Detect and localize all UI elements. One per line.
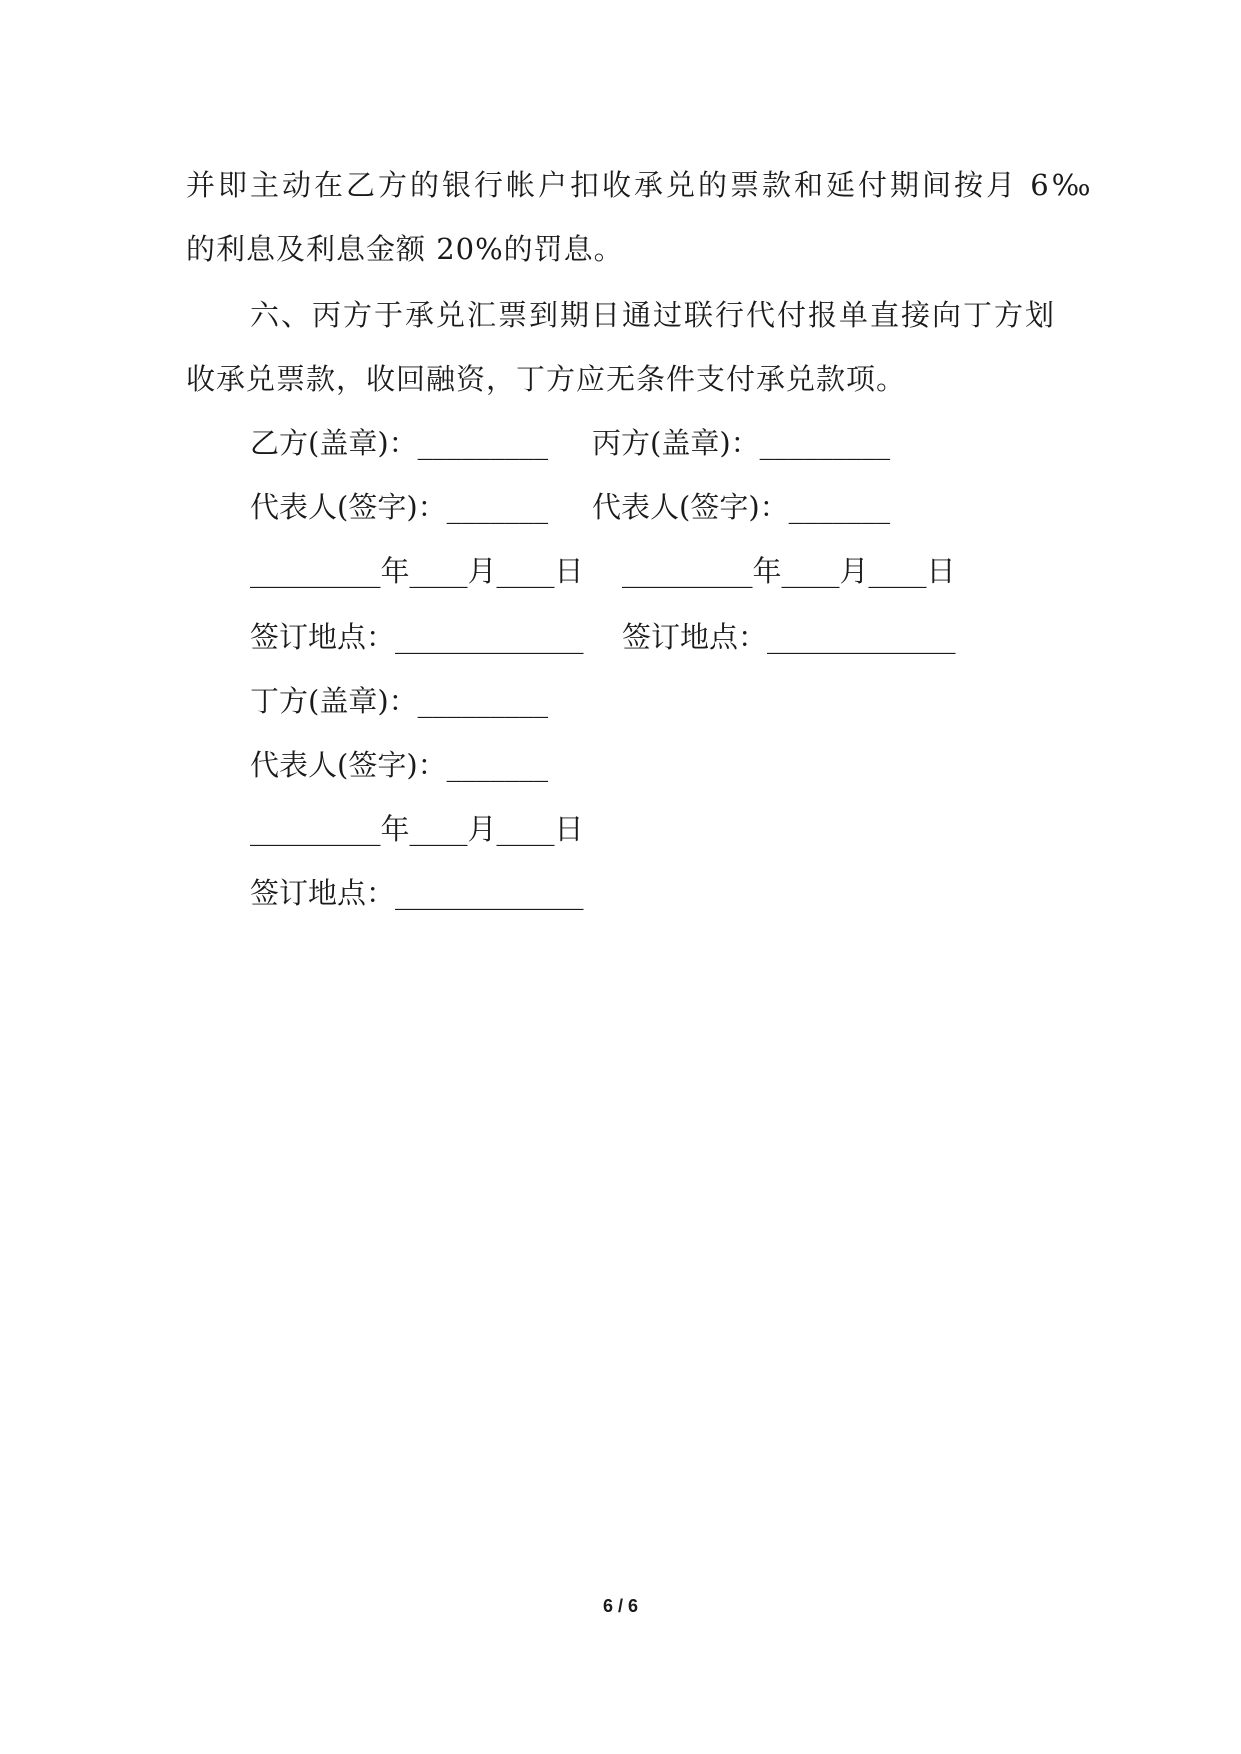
party-c-seal: 丙方(盖章)：_________ [592, 426, 891, 460]
party-b-date: _________年____月____日 [250, 554, 584, 588]
paragraph-line-3: 六、丙方于承兑汇票到期日通过联行代付报单直接向丁方划 [250, 298, 1057, 332]
party-b-seal: 乙方(盖章)：_________ [250, 426, 549, 460]
signature-row-place [250, 617, 956, 657]
party-d-representative-row [250, 745, 592, 785]
paragraph-line-4: 收承兑票款，收回融资，丁方应无条件支付承兑款项。 [186, 362, 907, 396]
signature-row-representative [250, 487, 890, 527]
party-c-place: 签订地点：_____________ [622, 620, 956, 654]
signature-row-seal [250, 423, 890, 463]
paragraph-line-1: 并即主动在乙方的银行帐户扣收承兑的票款和延付期间按月 6‰ [186, 168, 1094, 202]
party-d-date: _________年____月____日 [250, 812, 584, 846]
party-c-date: _________年____月____日 [622, 554, 956, 588]
party-d-representative: 代表人(签字)：_______ [250, 748, 549, 782]
party-d-date-row [250, 809, 592, 849]
party-c-representative: 代表人(签字)：_______ [592, 490, 891, 524]
party-b-representative: 代表人(签字)：_______ [250, 490, 549, 524]
party-b-place: 签订地点：_____________ [250, 620, 584, 654]
page-number: 6 / 6 [602, 1596, 639, 1616]
party-d-seal: 丁方(盖章)：_________ [250, 684, 549, 718]
party-d-place-row [250, 873, 592, 913]
party-d-seal-row [250, 681, 592, 721]
paragraph-line-2: 的利息及利息金额 20%的罚息。 [186, 232, 624, 266]
signature-row-date [250, 551, 956, 591]
party-d-place: 签订地点：_____________ [250, 876, 584, 910]
